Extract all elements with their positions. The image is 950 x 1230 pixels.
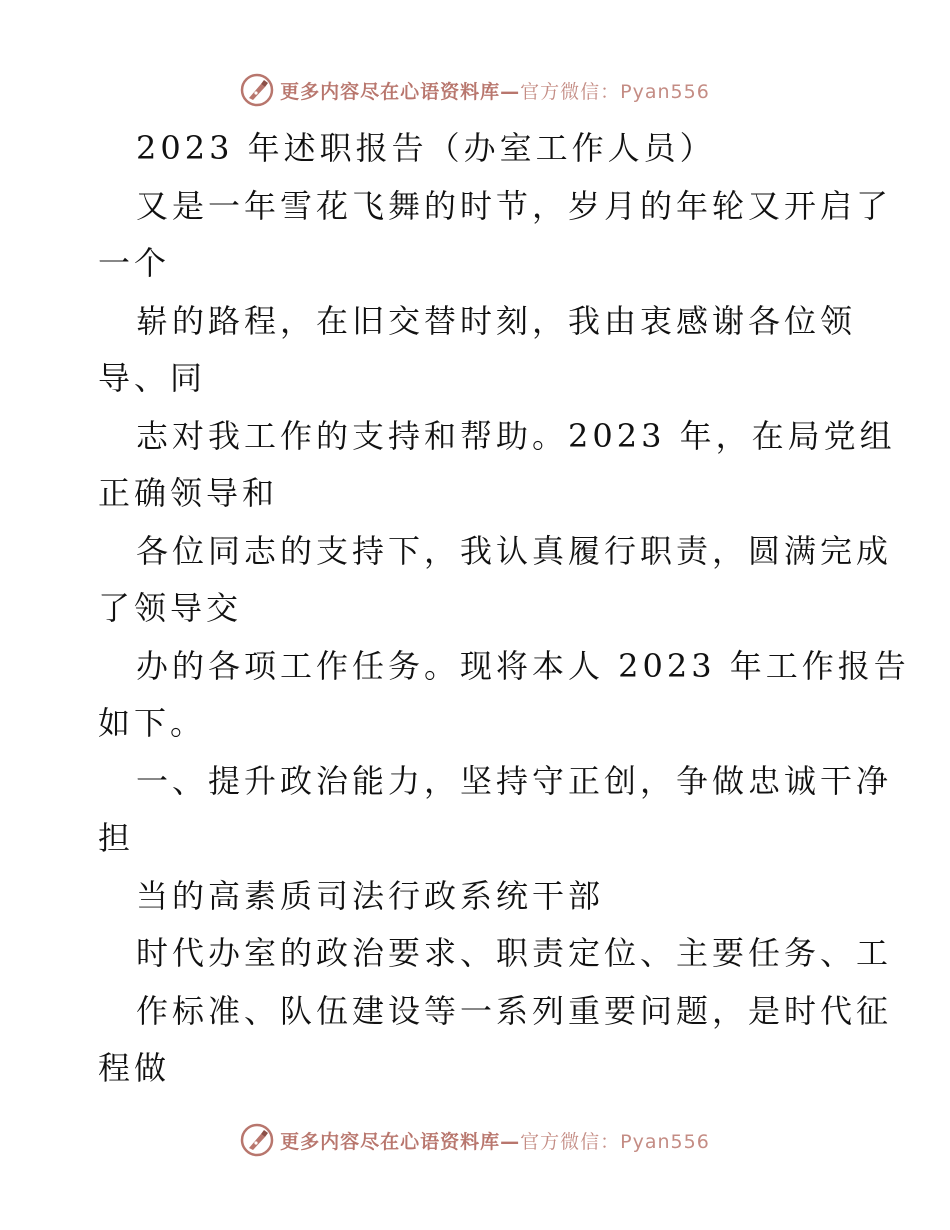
- text-line: 一个: [98, 244, 171, 282]
- text-line: 担: [98, 819, 135, 857]
- text-line: 崭的路程，在旧交替时刻，我由衷感谢各位领: [136, 301, 857, 340]
- text-line: 一、提升政治能力，坚持守正创，争做忠诚干净: [136, 761, 893, 800]
- text-line: 了领导交: [98, 589, 243, 627]
- text-line: 如下。: [98, 704, 207, 742]
- header-banner-text: 更多内容尽在心语资料库—官方微信：Pyan556: [280, 80, 710, 103]
- footer-banner-text: 更多内容尽在心语资料库—官方微信：Pyan556: [280, 1130, 710, 1153]
- text-line: 志对我工作的支持和帮助。2023 年，在局党组: [136, 416, 896, 455]
- header-banner: [0, 70, 950, 110]
- text-line: 作标准、队伍建设等一系列重要问题，是时代征: [136, 991, 893, 1030]
- text-line: 导、同: [98, 359, 207, 397]
- text-line: 又是一年雪花飞舞的时节，岁月的年轮又开启了: [136, 186, 893, 225]
- text-line: 当的高素质司法行政系统干部: [136, 876, 605, 915]
- document-body: [98, 120, 910, 1098]
- text-line: 2023 年述职报告（办室工作人员）: [136, 129, 716, 167]
- text-line: 正确领导和: [98, 474, 279, 512]
- text-line: 各位同志的支持下，我认真履行职责，圆满完成: [136, 531, 893, 570]
- fountain-pen-icon: [240, 1123, 274, 1157]
- fountain-pen-icon: [240, 73, 274, 107]
- text-line: 时代办室的政治要求、职责定位、主要任务、工: [136, 934, 893, 972]
- footer-banner: [0, 1120, 950, 1160]
- text-line: 程做: [98, 1049, 171, 1087]
- text-line: 办的各项工作任务。现将本人 2023 年工作报告: [136, 646, 910, 685]
